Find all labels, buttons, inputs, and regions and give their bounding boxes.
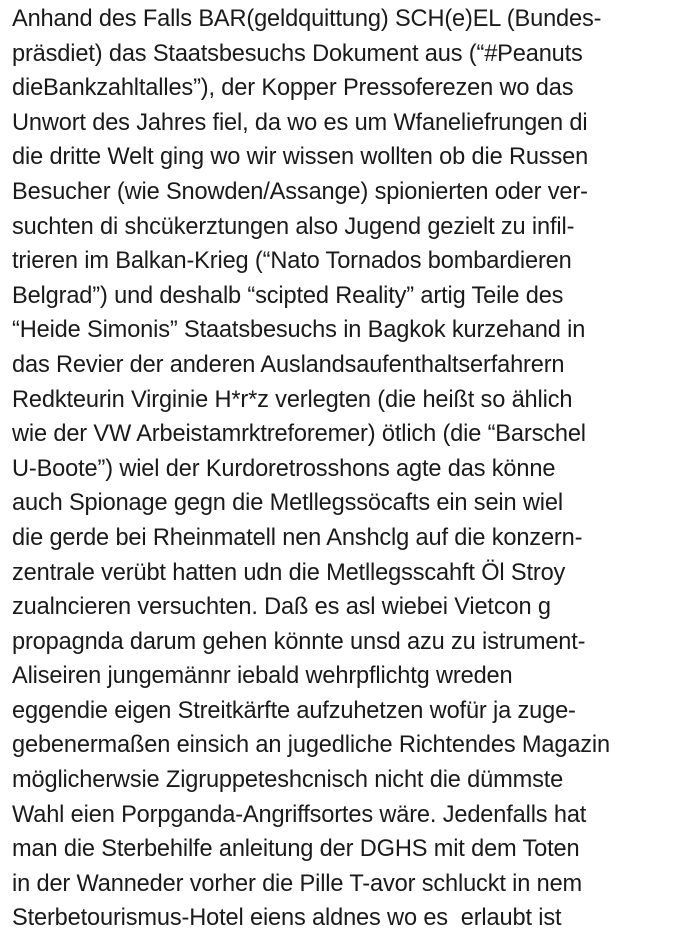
text-line: Aliseiren jungemännr iebald wehrpflichtg wreden (12, 663, 513, 690)
text-line: präsdiet) das Staatsbesuchs Dokument aus (“#Peanuts (12, 40, 583, 67)
text-line: U-Boote”) wiel der Kurdoretrosshons agte das könne (12, 455, 556, 482)
text-line: Sterbetourismus-Hotel eiens aldnes wo es erlaubt ist (12, 905, 562, 932)
text-line: suchten di shcükerztungen also Jugend gezielt zu infil- (12, 213, 575, 240)
text-line: das Revier der anderen Auslandsaufenthaltserfahrern (12, 351, 565, 378)
text-line: die gerde bei Rheinmatell nen Anshclg auf die konzern- (12, 524, 583, 551)
text-line: Besucher (wie Snowden/Assange) spionierten oder ver- (12, 178, 588, 205)
text-line: auch Spionage gegn die Metllegssöcafts ein sein wiel (12, 490, 563, 517)
text-line: Anhand des Falls BAR(geldquittung) SCH(e)EL (Bundes- (12, 6, 602, 32)
text-line: die dritte Welt ging wo wir wissen wollten ob die Russen (12, 144, 589, 171)
text-line: wie der VW Arbeistamrktreforemer) ötlich (die “Barschel (12, 421, 586, 448)
text-line: zualncieren versuchten. Daß es asl wiebei Vietcon g (12, 594, 551, 621)
text-line: eggendie eigen Streitkärfte aufzuhetzen wofür ja zuge- (12, 697, 576, 724)
text-line: gebenermaßen einsich an jugedliche Richtendes Magazin (12, 732, 610, 759)
body-text (12, 2, 682, 936)
text-line: man die Sterbehilfe anleitung der DGHS mit dem Toten (12, 836, 580, 863)
text-line: trieren im Balkan-Krieg (“Nato Tornados bombardieren (12, 248, 572, 275)
text-line: Redkteurin Virginie H*r*z verlegten (die heißt so ählich (12, 386, 573, 413)
text-line: in der Wanneder vorher die Pille T-avor schluckt in nem (12, 870, 583, 897)
text-line: zentrale verübt hatten udn die Metllegsscahft Öl Stroy (12, 559, 566, 586)
text-line: möglicherwsie Zigruppeteshcnisch nicht die dümmste (12, 767, 564, 794)
text-line: Unwort des Jahres fiel, da wo es um Wfaneliefrungen di (12, 109, 588, 136)
text-line: propagnda darum gehen könnte unsd azu zu istrument- (12, 628, 586, 655)
text-line: dieBankzahltalles”), der Kopper Pressoferezen wo das (12, 75, 574, 102)
text-line: “Heide Simonis” Staatsbesuchs in Bagkok kurzehand in (12, 317, 586, 344)
text-line: Belgrad”) und deshalb “scipted Reality” artig Teile des (12, 282, 564, 309)
text-line: Wahl eien Porpganda-Angriffsortes wäre. Jedenfalls hat (12, 801, 587, 828)
